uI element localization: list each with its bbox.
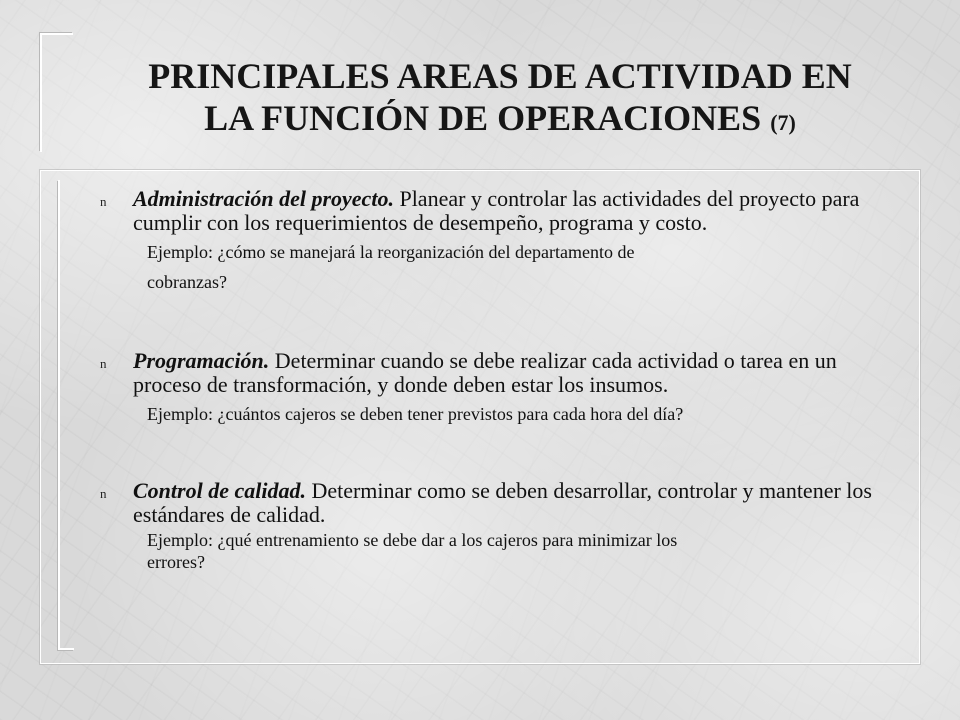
example-line-2: errores? — [147, 552, 205, 572]
item-example — [147, 529, 900, 573]
list-item-quality-control — [100, 479, 900, 573]
item-example — [147, 237, 900, 297]
title-line-1: PRINCIPALES AREAS DE ACTIVIDAD EN — [148, 56, 852, 96]
example-line-1: Ejemplo: ¿cuántos cajeros se deben tener previstos para cada hora del día? — [147, 404, 684, 424]
bullet-icon: n — [100, 486, 107, 501]
item-example — [147, 399, 900, 429]
example-line-2: cobranzas? — [147, 272, 227, 292]
item-term: Programación. — [133, 348, 270, 373]
list-item-scheduling — [100, 349, 900, 429]
title-line-2-text: LA FUNCIÓN DE OPERACIONES — [204, 98, 762, 138]
slide-title — [90, 55, 910, 144]
bullet-list — [100, 187, 900, 573]
item-text — [133, 479, 900, 527]
title-number: (7) — [770, 110, 796, 135]
item-description: Planear y controlar las actividades del proyecto para cumplir con los requerimientos de desempeño, programa y costo. — [133, 186, 860, 235]
example-line-1: Ejemplo: ¿cómo se manejará la reorganización del departamento de — [147, 242, 635, 262]
decorative-frame-side — [58, 180, 74, 650]
item-description: Determinar como se deben desarrollar, controlar y mantener los estándares de calidad. — [133, 478, 872, 527]
decorative-frame-top — [40, 33, 73, 152]
item-description: Determinar cuando se debe realizar cada actividad o tarea en un proceso de transformación, y donde deben estar los insumos. — [133, 348, 837, 397]
bullet-icon: n — [100, 194, 107, 209]
item-term: Control de calidad. — [133, 478, 306, 503]
item-text — [133, 349, 900, 397]
title-line-2 — [90, 97, 910, 144]
item-term: Administración del proyecto. — [133, 186, 394, 211]
bullet-icon: n — [100, 356, 107, 371]
example-line-1: Ejemplo: ¿qué entrenamiento se debe dar a los cajeros para minimizar los — [147, 530, 678, 550]
item-text — [133, 187, 900, 235]
list-item-project-management — [100, 187, 900, 297]
